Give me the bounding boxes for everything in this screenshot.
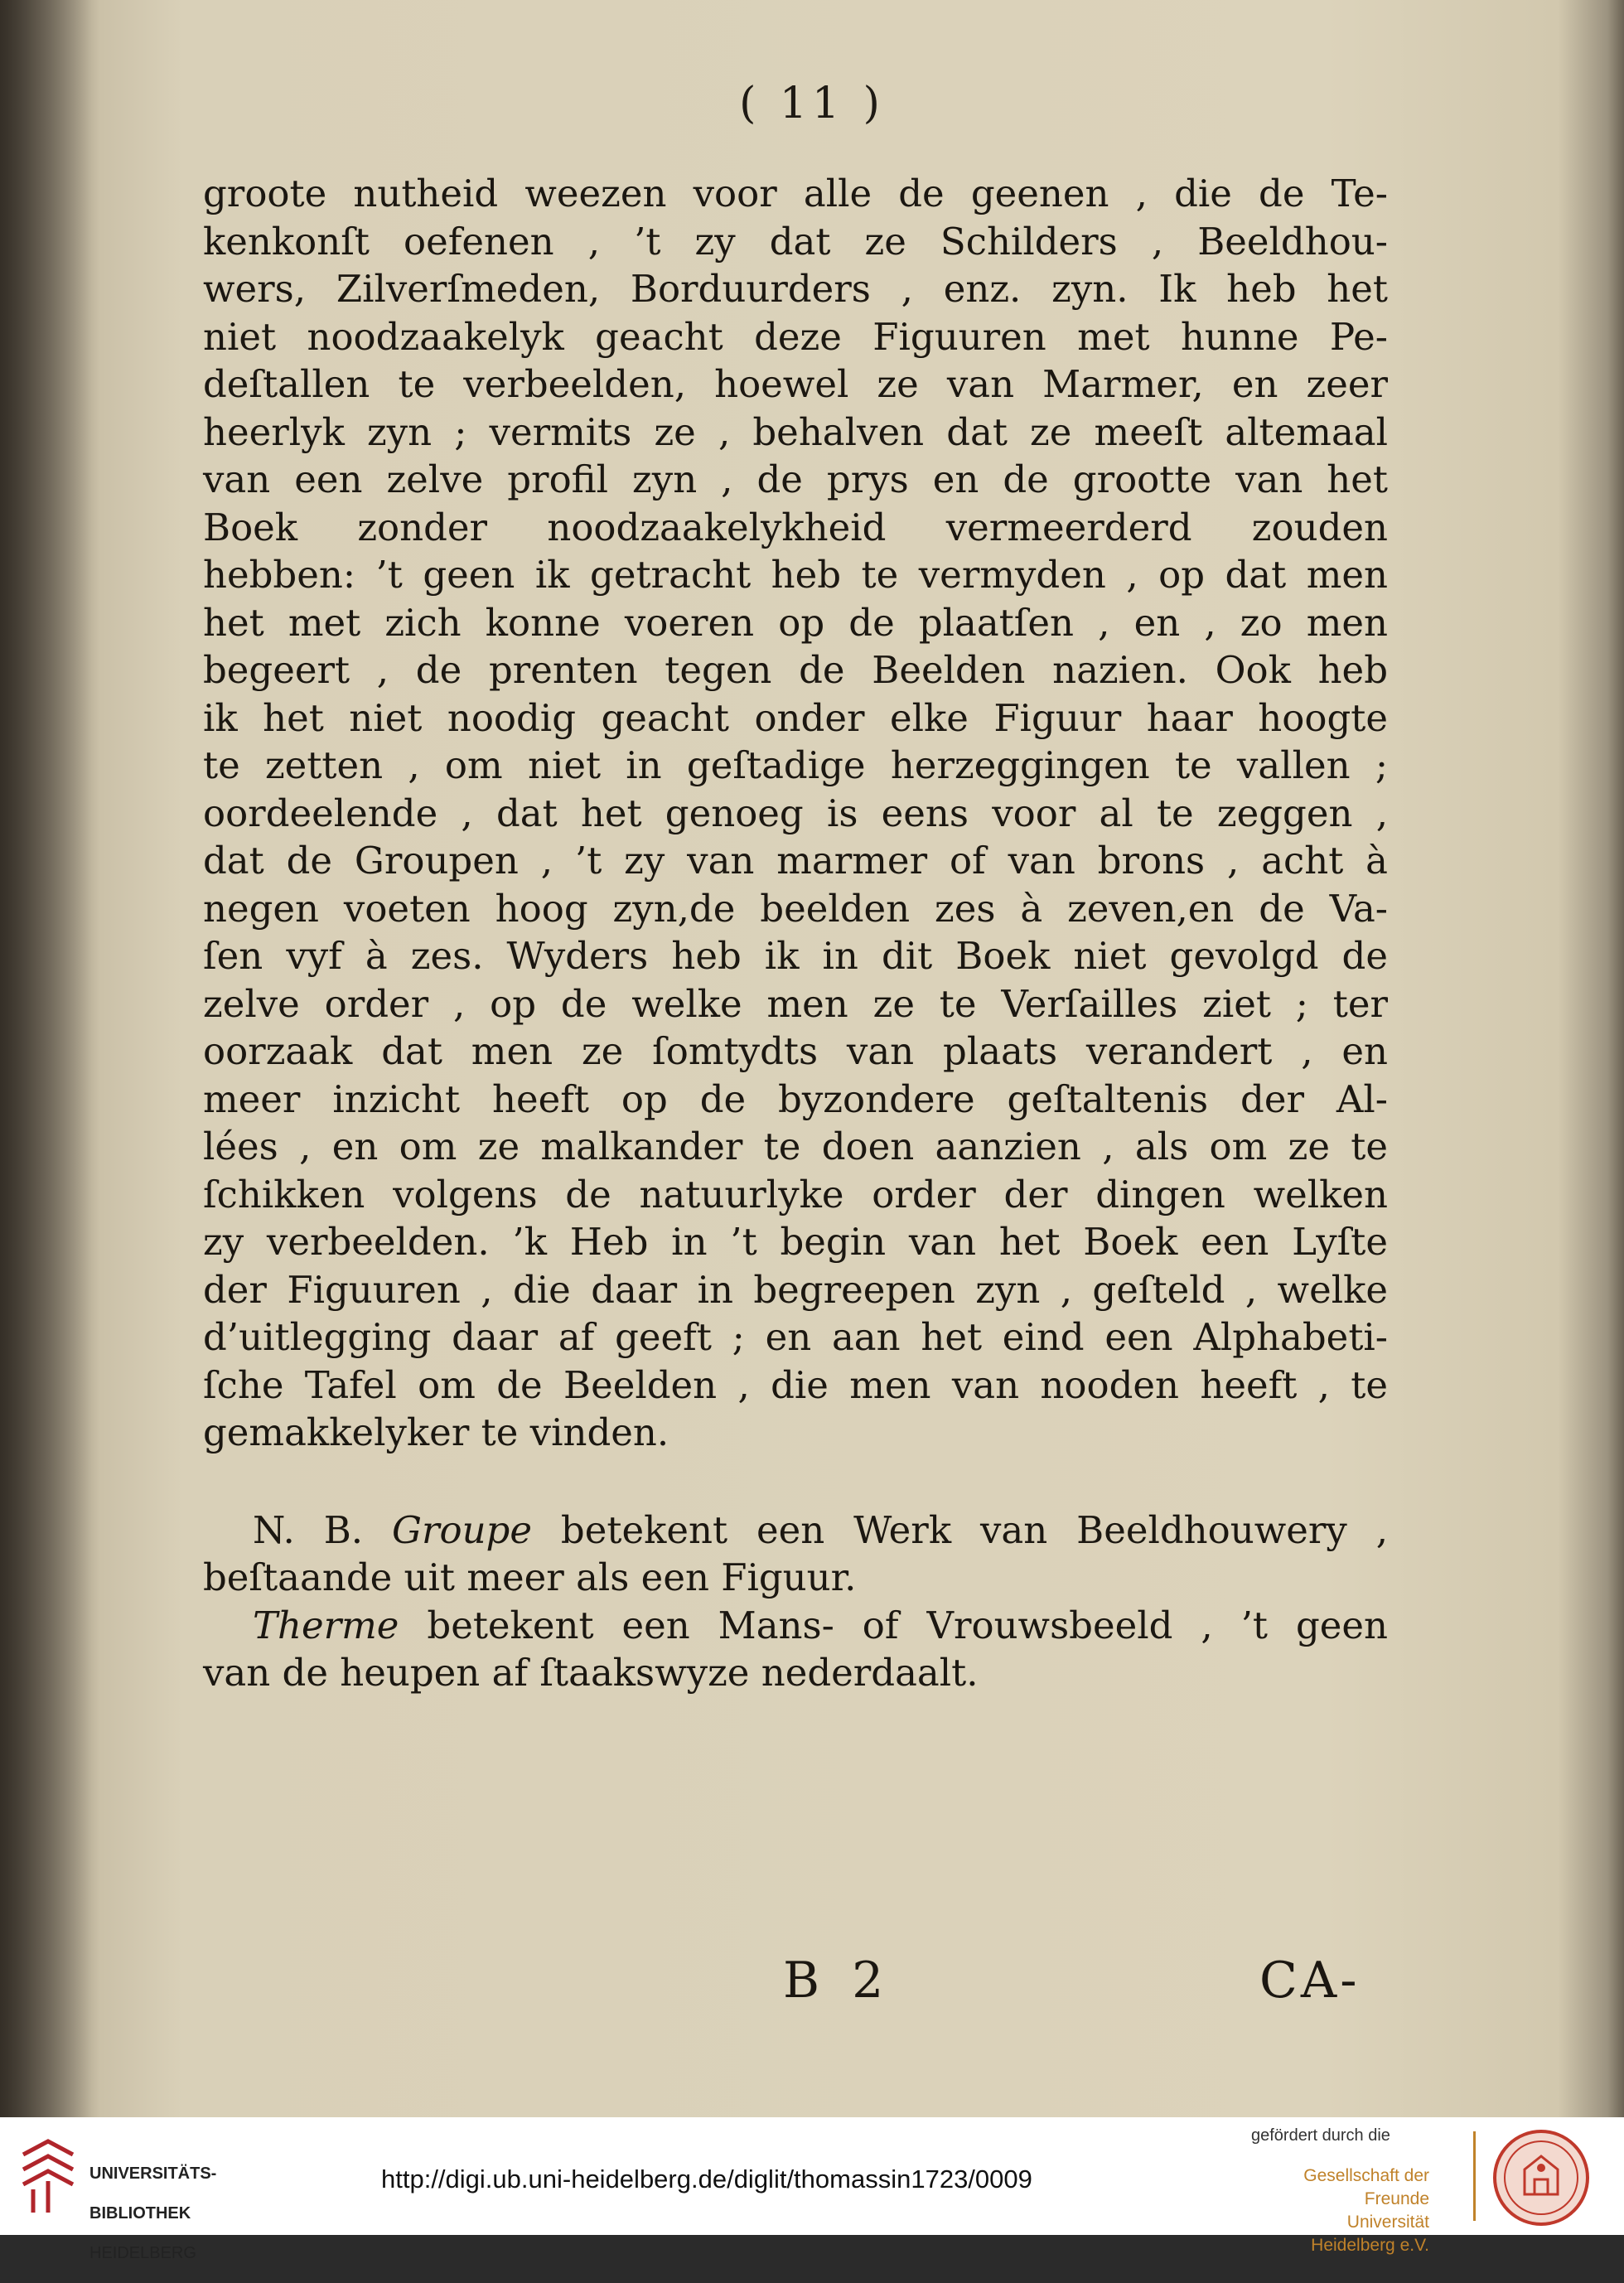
note-definition: betekent een Werk van Beeldhouwery , [560, 1507, 1389, 1552]
society-name-line2: Universität Heidelberg e.V. [1311, 2213, 1429, 2255]
note-definition: betekent een Mans- of Vrouwsbeeld , ’t geen [427, 1603, 1389, 1647]
body-text [203, 170, 1388, 1697]
binding-shadow [0, 0, 99, 2117]
note-groupe-continued: beſtaande uit meer als een Figuur. [203, 1555, 857, 1599]
text-line: niet noodzaakelyk geacht deze Figuuren met hunne Pe- [203, 314, 1388, 359]
library-name-line2: BIBLIOTHEK [89, 2204, 191, 2223]
text-line: heerlyk zyn ; vermits ze , behalven dat ze meeſt altemaal [203, 409, 1388, 454]
note-term: Therme [253, 1603, 399, 1647]
society-name-line1: Gesellschaft der Freunde [1303, 2166, 1429, 2208]
text-line: deſtallen te verbeelden, hoewel ze van Marmer, en zeer [203, 362, 1388, 406]
paragraph-gap [203, 1457, 1388, 1507]
text-line: gemakkelyker te vinden. [203, 1410, 669, 1454]
text-line: meer inzicht heeft op de byzondere geſtaltenis der Al- [203, 1076, 1388, 1121]
text-line: Boek zonder noodzaakelykheid vermeerderd zouden [203, 505, 1388, 549]
text-line: lées , en om ze malkander te doen aanzien , als om ze te [203, 1125, 1388, 1168]
text-line: begeert , de prenten tegen de Beelden nazien. Ook heb [203, 648, 1388, 692]
signature-mark: B 2 [783, 1952, 892, 2010]
text-line: kenkonſt oefenen , ’t zy dat ze Schilders , Beeldhou- [203, 219, 1388, 264]
text-line: negen voeten hoog zyn,de beelden zes à zeven,en de Va- [203, 886, 1388, 931]
university-library-logo-icon [18, 2138, 78, 2214]
note-groupe [203, 1507, 1388, 1555]
text-line: het met zich konne voeren op de plaatſen , en , zo men [203, 600, 1388, 645]
footer-divider [1473, 2131, 1476, 2221]
text-line: der Figuuren , die daar in begreepen zyn , geſteld , welke [203, 1267, 1388, 1312]
university-seal-icon [1491, 2128, 1591, 2227]
note-term: Groupe [392, 1507, 532, 1552]
funded-by-label: gefördert durch die [1251, 2126, 1390, 2145]
text-line: oordeelende , dat het genoeg is eens voor al te zeggen , [203, 791, 1388, 835]
text-line: ſche Tafel om de Beelden , die men van nooden heeft , te [203, 1362, 1388, 1407]
text-line: te zetten , om niet in geſtadige herzeggingen te vallen ; [203, 743, 1388, 787]
text-line: ſen vyf à zes. Wyders heb ik in dit Boek niet gevolgd de [203, 934, 1388, 978]
text-line: dat de Groupen , ’t zy van marmer of van brons , acht à [203, 839, 1388, 883]
note-therme [203, 1602, 1388, 1650]
library-name-line1: UNIVERSITÄTS- [89, 2164, 217, 2183]
text-line: van een zelve profil zyn , de prys en de grootte van het [203, 457, 1388, 501]
text-line: groote nutheid weezen voor alle de geenen , die de Te- [203, 172, 1388, 215]
text-line: ik het niet noodig geacht onder elke Figuur haar hoogte [203, 695, 1388, 740]
text-line: hebben: ’t geen ik getracht heb te vermyden , op dat men [203, 553, 1388, 597]
library-name [89, 2144, 216, 2283]
text-line: zelve order , op de welke men ze te Verſailles ziet ; ter [203, 981, 1388, 1026]
text-line: zy verbeelden. ’k Heb in ’t begin van het Boek een Lyſte [203, 1220, 1388, 1264]
text-line: ſchikken volgens de natuurlyke order der dingen welken [203, 1172, 1388, 1216]
page-number: ( 11 ) [739, 79, 885, 128]
library-name-line3: HEIDELBERG [89, 2244, 196, 2262]
text-line: d’uitlegging daar af geeft ; en aan het eind een Alphabeti- [203, 1315, 1388, 1359]
society-name [1264, 2164, 1429, 2257]
permalink-url[interactable]: http://digi.ub.uni-heidelberg.de/diglit/thomassin1723/0009 [381, 2164, 1032, 2194]
text-line: wers, Zilverſmeden, Borduurders , enz. zyn. Ik heb het [203, 267, 1388, 311]
note-therme-continued: van de heupen af ſtaakswyze nederdaalt. [203, 1651, 979, 1695]
note-prefix: N. B. [253, 1507, 364, 1552]
catchword: CA- [1259, 1952, 1361, 2010]
text-line: oorzaak dat men ze ſomtydts van plaats verandert , en [203, 1029, 1388, 1073]
